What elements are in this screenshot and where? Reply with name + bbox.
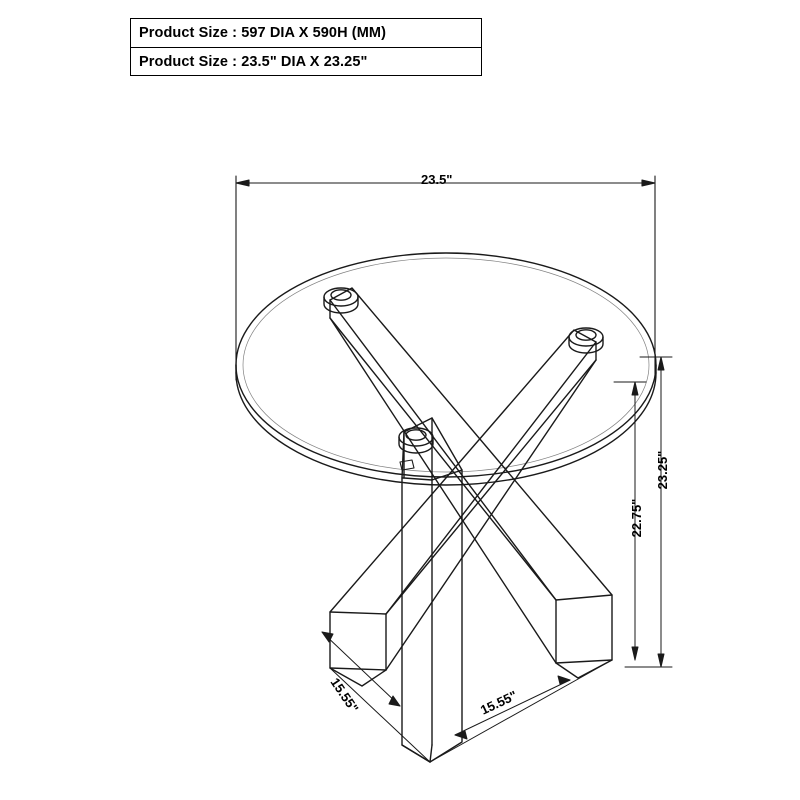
height-base-label: 22.75" (629, 498, 644, 538)
spec-row: Product Size : 23.5" DIA X 23.25" (131, 47, 481, 75)
leg-right-label: 15.55" (478, 687, 520, 718)
glass-top-thickness (236, 373, 656, 485)
leg-right-dimension (455, 676, 570, 739)
mount-disc-right (569, 328, 603, 353)
mount-disc-left (324, 288, 358, 313)
glass-top-inner-rim (243, 258, 649, 472)
base-footprint-guides (327, 660, 612, 762)
leg-left-dimension (322, 632, 400, 706)
width-dimension (236, 176, 655, 380)
width-dimension-label: 23.5" (421, 172, 453, 187)
height-overall-label: 23.25" (655, 450, 670, 490)
spec-row: Product Size : 597 DIA X 590H (MM) (139, 25, 386, 41)
leg-left-label: 15.55" (327, 675, 362, 716)
